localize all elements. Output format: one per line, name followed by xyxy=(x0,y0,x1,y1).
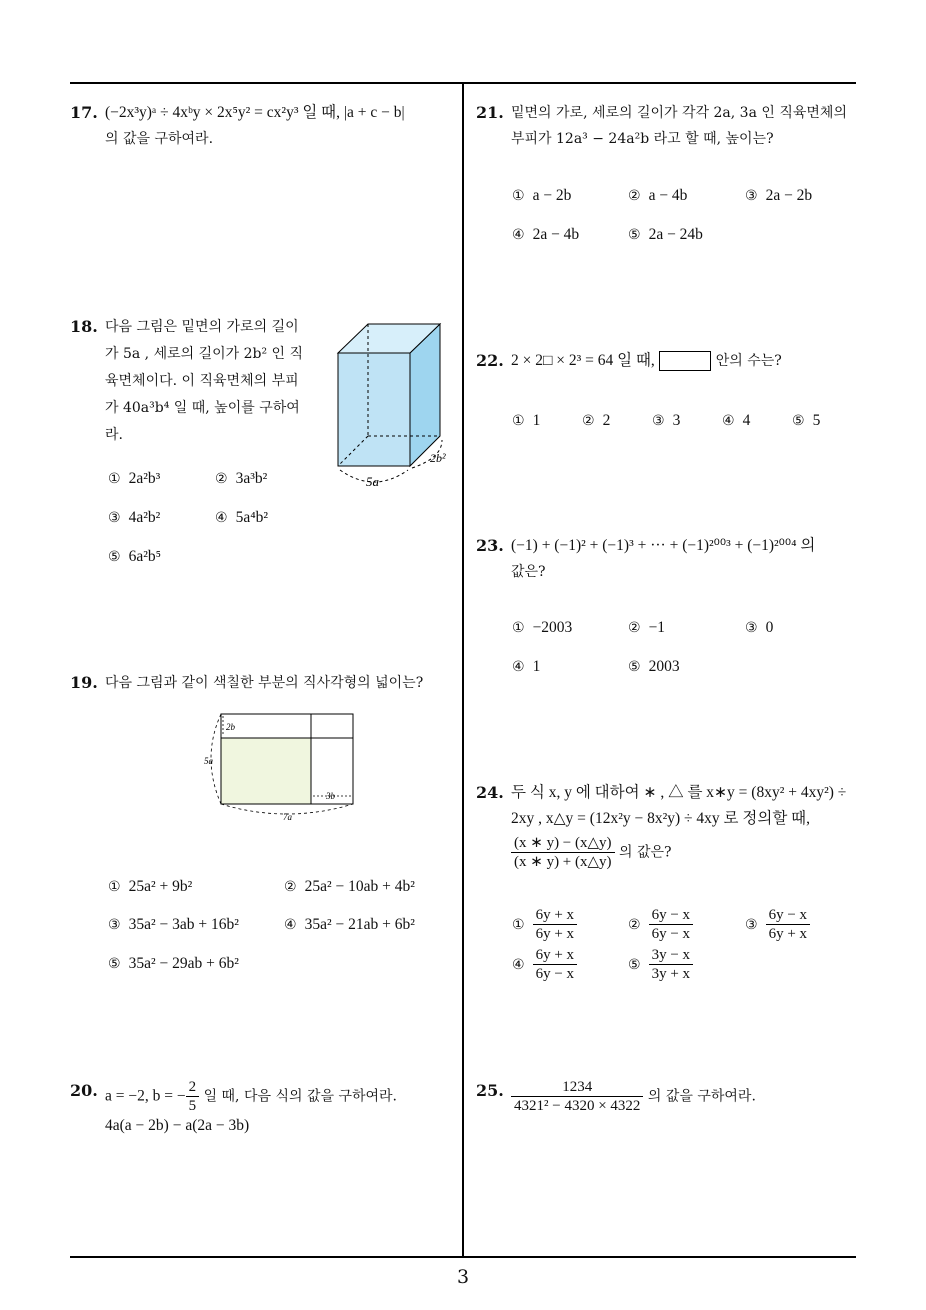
question-text-line: 가 40a³b⁴ 일 때, 높이를 구하여 xyxy=(105,400,300,416)
option-4[interactable]: ④ 2a − 4b xyxy=(512,226,580,243)
option-1[interactable]: ① −2003 xyxy=(512,619,573,636)
figure-label-top: 2b xyxy=(226,722,235,732)
question-number: 17. xyxy=(70,103,98,122)
option-5[interactable]: ⑤ 2003 xyxy=(628,658,680,675)
question-17 xyxy=(70,100,460,152)
question-text-line: (−1) + (−1)² + (−1)³ + ··· + (−1)²⁰⁰³ + (−1)²⁰⁰⁴ 의 xyxy=(511,537,816,554)
option-4[interactable]: ④ 4 xyxy=(722,412,751,429)
question-25 xyxy=(476,1078,861,1115)
option-1[interactable]: ① $\frac{6y + x}{6y + x}$ xyxy=(512,906,577,943)
option-3[interactable]: ③ 3 xyxy=(652,412,681,429)
option-4[interactable]: ④ 1 xyxy=(512,658,541,675)
figure-label-left: 5a xyxy=(204,756,213,766)
option-4[interactable]: ④ 35a² − 21ab + 6b² xyxy=(284,916,415,933)
option-1[interactable]: ① a − 2b xyxy=(512,187,572,204)
question-24 xyxy=(476,780,861,871)
option-2[interactable]: ② 2 xyxy=(582,412,611,429)
option-2[interactable]: ② 3a³b² xyxy=(215,470,268,487)
figure-label-bottom: 7a xyxy=(283,812,292,822)
fraction: $\frac{1234}{\text{4321² − 4320 × 4322}}$ xyxy=(511,1078,643,1115)
option-3[interactable]: ③ 35a² − 3ab + 16b² xyxy=(108,916,239,933)
question-text-line: 2xy , x△y = (12x²y − 8x²y) ÷ 4xy 로 정의할 때, xyxy=(511,810,811,827)
option-2[interactable]: ② $\frac{6y - x}{6y - x}$ xyxy=(628,906,693,943)
option-4[interactable]: ④ 5a⁴b² xyxy=(215,509,268,526)
question-number: 18. xyxy=(70,317,98,336)
answer-blank-box xyxy=(659,351,711,371)
condition-suffix: 일 때, 다음 식의 값을 구하여라. xyxy=(203,1088,398,1105)
option-3[interactable]: ③ 2a − 2b xyxy=(745,187,813,204)
fraction: $\frac{2}{5}$ xyxy=(186,1078,200,1115)
expression: 2 × 2□ × 2³ = 64 일 때, xyxy=(511,352,655,369)
option-2[interactable]: ② −1 xyxy=(628,619,666,636)
question-number: 24. xyxy=(476,783,504,802)
option-1[interactable]: ① 2a²b³ xyxy=(108,470,161,487)
option-3[interactable]: ③ 4a²b² xyxy=(108,509,161,526)
fraction: $\frac{(x ∗ y) - (x\triangle y)}{(x ∗ y) + (x\triangle y)}$ xyxy=(511,834,615,871)
cuboid-front-face xyxy=(338,353,410,466)
question-20 xyxy=(70,1078,460,1137)
question-number: 25. xyxy=(476,1081,504,1100)
condition-prefix: a = −2, b = − xyxy=(105,1087,186,1105)
option-5[interactable]: ⑤ 5 xyxy=(792,412,821,429)
question-text-line: 두 식 x, y 에 대하여 ∗ , △ 를 x∗y = (8xy² + 4xy²) ÷ xyxy=(511,784,847,801)
question-text-line: 부피가 12a³ − 24a²b 라고 할 때, 높이는? xyxy=(511,131,774,147)
figure-label-width: 5a xyxy=(366,474,379,489)
option-5[interactable]: ⑤ 35a² − 29ab + 6b² xyxy=(108,955,239,972)
question-text-line: (−2x³y)ᵃ ÷ 4xᵇy × 2x⁵y² = cx²y³ 일 때, |a + c − b| xyxy=(105,104,405,121)
column-divider xyxy=(462,83,464,1258)
question-number: 19. xyxy=(70,673,98,692)
question-number: 22. xyxy=(476,351,504,370)
question-18 xyxy=(70,314,310,449)
question-23 xyxy=(476,533,861,585)
figure-label-right-bottom: 3b xyxy=(326,791,335,801)
question-21 xyxy=(476,100,861,152)
figure-label-depth: 2b² xyxy=(430,451,446,465)
option-3[interactable]: ③ 0 xyxy=(745,619,774,636)
option-2[interactable]: ② 25a² − 10ab + 4b² xyxy=(284,878,415,895)
question-text-line: 가 5a , 세로의 길이가 2b² 인 직 xyxy=(105,346,304,362)
question-22 xyxy=(476,348,861,374)
option-4[interactable]: ④ $\frac{6y + x}{6y - x}$ xyxy=(512,946,577,983)
question-suffix: 의 값은? xyxy=(619,844,672,861)
option-1[interactable]: ① 1 xyxy=(512,412,541,429)
question-text-line: 라. xyxy=(105,427,123,443)
question-text-line: 값은? xyxy=(511,564,546,580)
question-19 xyxy=(70,670,460,696)
question-text: 다음 그림과 같이 색칠한 부분의 직사각형의 넓이는? xyxy=(105,675,424,691)
question-suffix: 의 값을 구하여라. xyxy=(647,1088,756,1105)
question-number: 21. xyxy=(476,103,504,122)
question-text-line: 의 값을 구하여라. xyxy=(105,131,214,147)
option-5[interactable]: ⑤ 2a − 24b xyxy=(628,226,703,243)
question-text-line: 다음 그림은 밑면의 가로의 길이 xyxy=(105,319,299,335)
question-text-line: 밑면의 가로, 세로의 길이가 각각 2a, 3a 인 직육면체의 xyxy=(511,105,847,121)
option-5[interactable]: ⑤ 6a²b⁵ xyxy=(108,548,161,565)
question-text-line: 육면체이다. 이 직육면체의 부피 xyxy=(105,373,299,389)
expression: 4a(a − 2b) − a(2a − 3b) xyxy=(105,1117,250,1134)
question-number: 23. xyxy=(476,536,504,555)
shaded-rectangle xyxy=(221,738,311,804)
option-2[interactable]: ② a − 4b xyxy=(628,187,688,204)
option-1[interactable]: ① 25a² + 9b² xyxy=(108,878,193,895)
bottom-rule xyxy=(70,1256,856,1258)
cuboid-figure xyxy=(330,318,455,493)
page-number: 3 xyxy=(456,1266,470,1288)
rectangle-figure xyxy=(195,708,365,826)
option-5[interactable]: ⑤ $\frac{3y - x}{3y + x}$ xyxy=(628,946,693,983)
option-3[interactable]: ③ $\frac{6y - x}{6y + x}$ xyxy=(745,906,810,943)
question-suffix: 안의 수는? xyxy=(715,353,782,369)
question-number: 20. xyxy=(70,1081,98,1100)
